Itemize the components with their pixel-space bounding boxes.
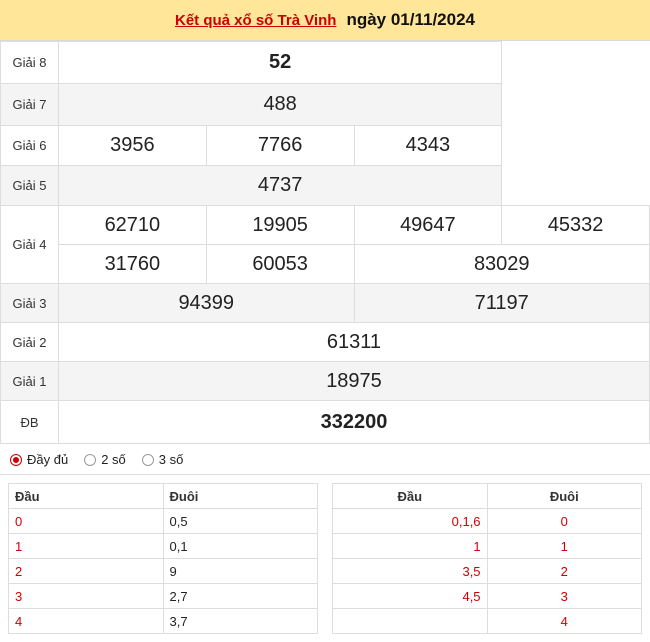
table-row	[9, 609, 318, 634]
prize-label: Giải 4	[1, 206, 59, 284]
head-tail-section	[0, 475, 650, 634]
duoi-value: 4	[487, 609, 641, 634]
prize-label: Giải 3	[1, 284, 59, 323]
dau-value: 4,5	[333, 584, 488, 609]
table-row	[9, 534, 318, 559]
table-gap	[318, 483, 332, 634]
duoi-value: 3,7	[163, 609, 318, 634]
table-row	[1, 166, 650, 206]
prize-value: 52	[59, 42, 502, 84]
duoi-value: 9	[163, 559, 318, 584]
duoi-value: 2,7	[163, 584, 318, 609]
column-header-duoi: Đuôi	[487, 484, 641, 509]
dau-value: 4	[9, 609, 164, 634]
filter-option-3-digits[interactable]	[142, 452, 184, 467]
prize-value: 4343	[354, 126, 502, 166]
table-row	[1, 42, 650, 84]
result-date: ngày 01/11/2024	[346, 10, 475, 29]
table-row	[333, 559, 642, 584]
dau-value: 3,5	[333, 559, 488, 584]
prize-label: ĐB	[1, 401, 59, 444]
table-row	[1, 323, 650, 362]
radio-icon[interactable]	[84, 454, 96, 466]
duoi-value: 0,1	[163, 534, 318, 559]
prize-value: 19905	[206, 206, 354, 245]
results-table	[0, 41, 650, 444]
prize-label: Giải 8	[1, 42, 59, 84]
table-row	[333, 609, 642, 634]
prize-value: 488	[59, 84, 502, 126]
dau-value: 3	[9, 584, 164, 609]
prize-value: 18975	[59, 362, 650, 401]
prize-label: Giải 7	[1, 84, 59, 126]
prize-value: 7766	[206, 126, 354, 166]
lottery-title-link[interactable]: Kết quả xổ số Trà Vinh	[175, 11, 337, 29]
page-header	[0, 0, 650, 41]
dau-value: 1	[333, 534, 488, 559]
dau-value: 2	[9, 559, 164, 584]
column-header-dau: Đầu	[333, 484, 488, 509]
dau-value: 1	[9, 534, 164, 559]
table-header-row	[333, 484, 642, 509]
column-header-dau: Đầu	[9, 484, 164, 509]
filter-label: 2 số	[101, 452, 126, 467]
prize-value: 332200	[59, 401, 650, 444]
table-row	[333, 509, 642, 534]
prize-value: 94399	[59, 284, 355, 323]
table-row	[9, 584, 318, 609]
column-header-duoi: Đuôi	[163, 484, 318, 509]
filter-option-2-digits[interactable]	[84, 452, 126, 467]
prize-value: 4737	[59, 166, 502, 206]
prize-value: 71197	[354, 284, 650, 323]
table-row	[1, 245, 650, 284]
table-row	[1, 362, 650, 401]
prize-label: Giải 5	[1, 166, 59, 206]
dau-value	[333, 609, 488, 634]
duoi-value: 2	[487, 559, 641, 584]
duoi-value: 3	[487, 584, 641, 609]
prize-value: 45332	[502, 206, 650, 245]
filter-option-full[interactable]	[10, 452, 68, 467]
prize-value: 49647	[354, 206, 502, 245]
prize-value: 61311	[59, 323, 650, 362]
dau-value: 0	[9, 509, 164, 534]
prize-value: 83029	[354, 245, 650, 284]
table-row	[1, 84, 650, 126]
table-row	[333, 534, 642, 559]
prize-value: 3956	[59, 126, 207, 166]
prize-label: Giải 2	[1, 323, 59, 362]
duoi-value: 0,5	[163, 509, 318, 534]
display-mode-filters	[0, 444, 650, 475]
prize-value: 31760	[59, 245, 207, 284]
prize-label: Giải 1	[1, 362, 59, 401]
table-row	[1, 284, 650, 323]
table-row	[1, 126, 650, 166]
dau-value: 0,1,6	[333, 509, 488, 534]
filter-label: Đầy đủ	[27, 452, 69, 467]
head-tail-table-right	[332, 483, 642, 634]
table-row	[9, 559, 318, 584]
radio-icon[interactable]	[142, 454, 154, 466]
radio-icon[interactable]	[10, 454, 22, 466]
duoi-value: 0	[487, 509, 641, 534]
duoi-value: 1	[487, 534, 641, 559]
table-row	[1, 401, 650, 444]
table-header-row	[9, 484, 318, 509]
prize-value: 62710	[59, 206, 207, 245]
filter-label: 3 số	[158, 452, 184, 467]
prize-value: 60053	[206, 245, 354, 284]
head-tail-table-left	[8, 483, 318, 634]
prize-label: Giải 6	[1, 126, 59, 166]
table-row	[9, 509, 318, 534]
table-row	[1, 206, 650, 245]
table-row	[333, 584, 642, 609]
